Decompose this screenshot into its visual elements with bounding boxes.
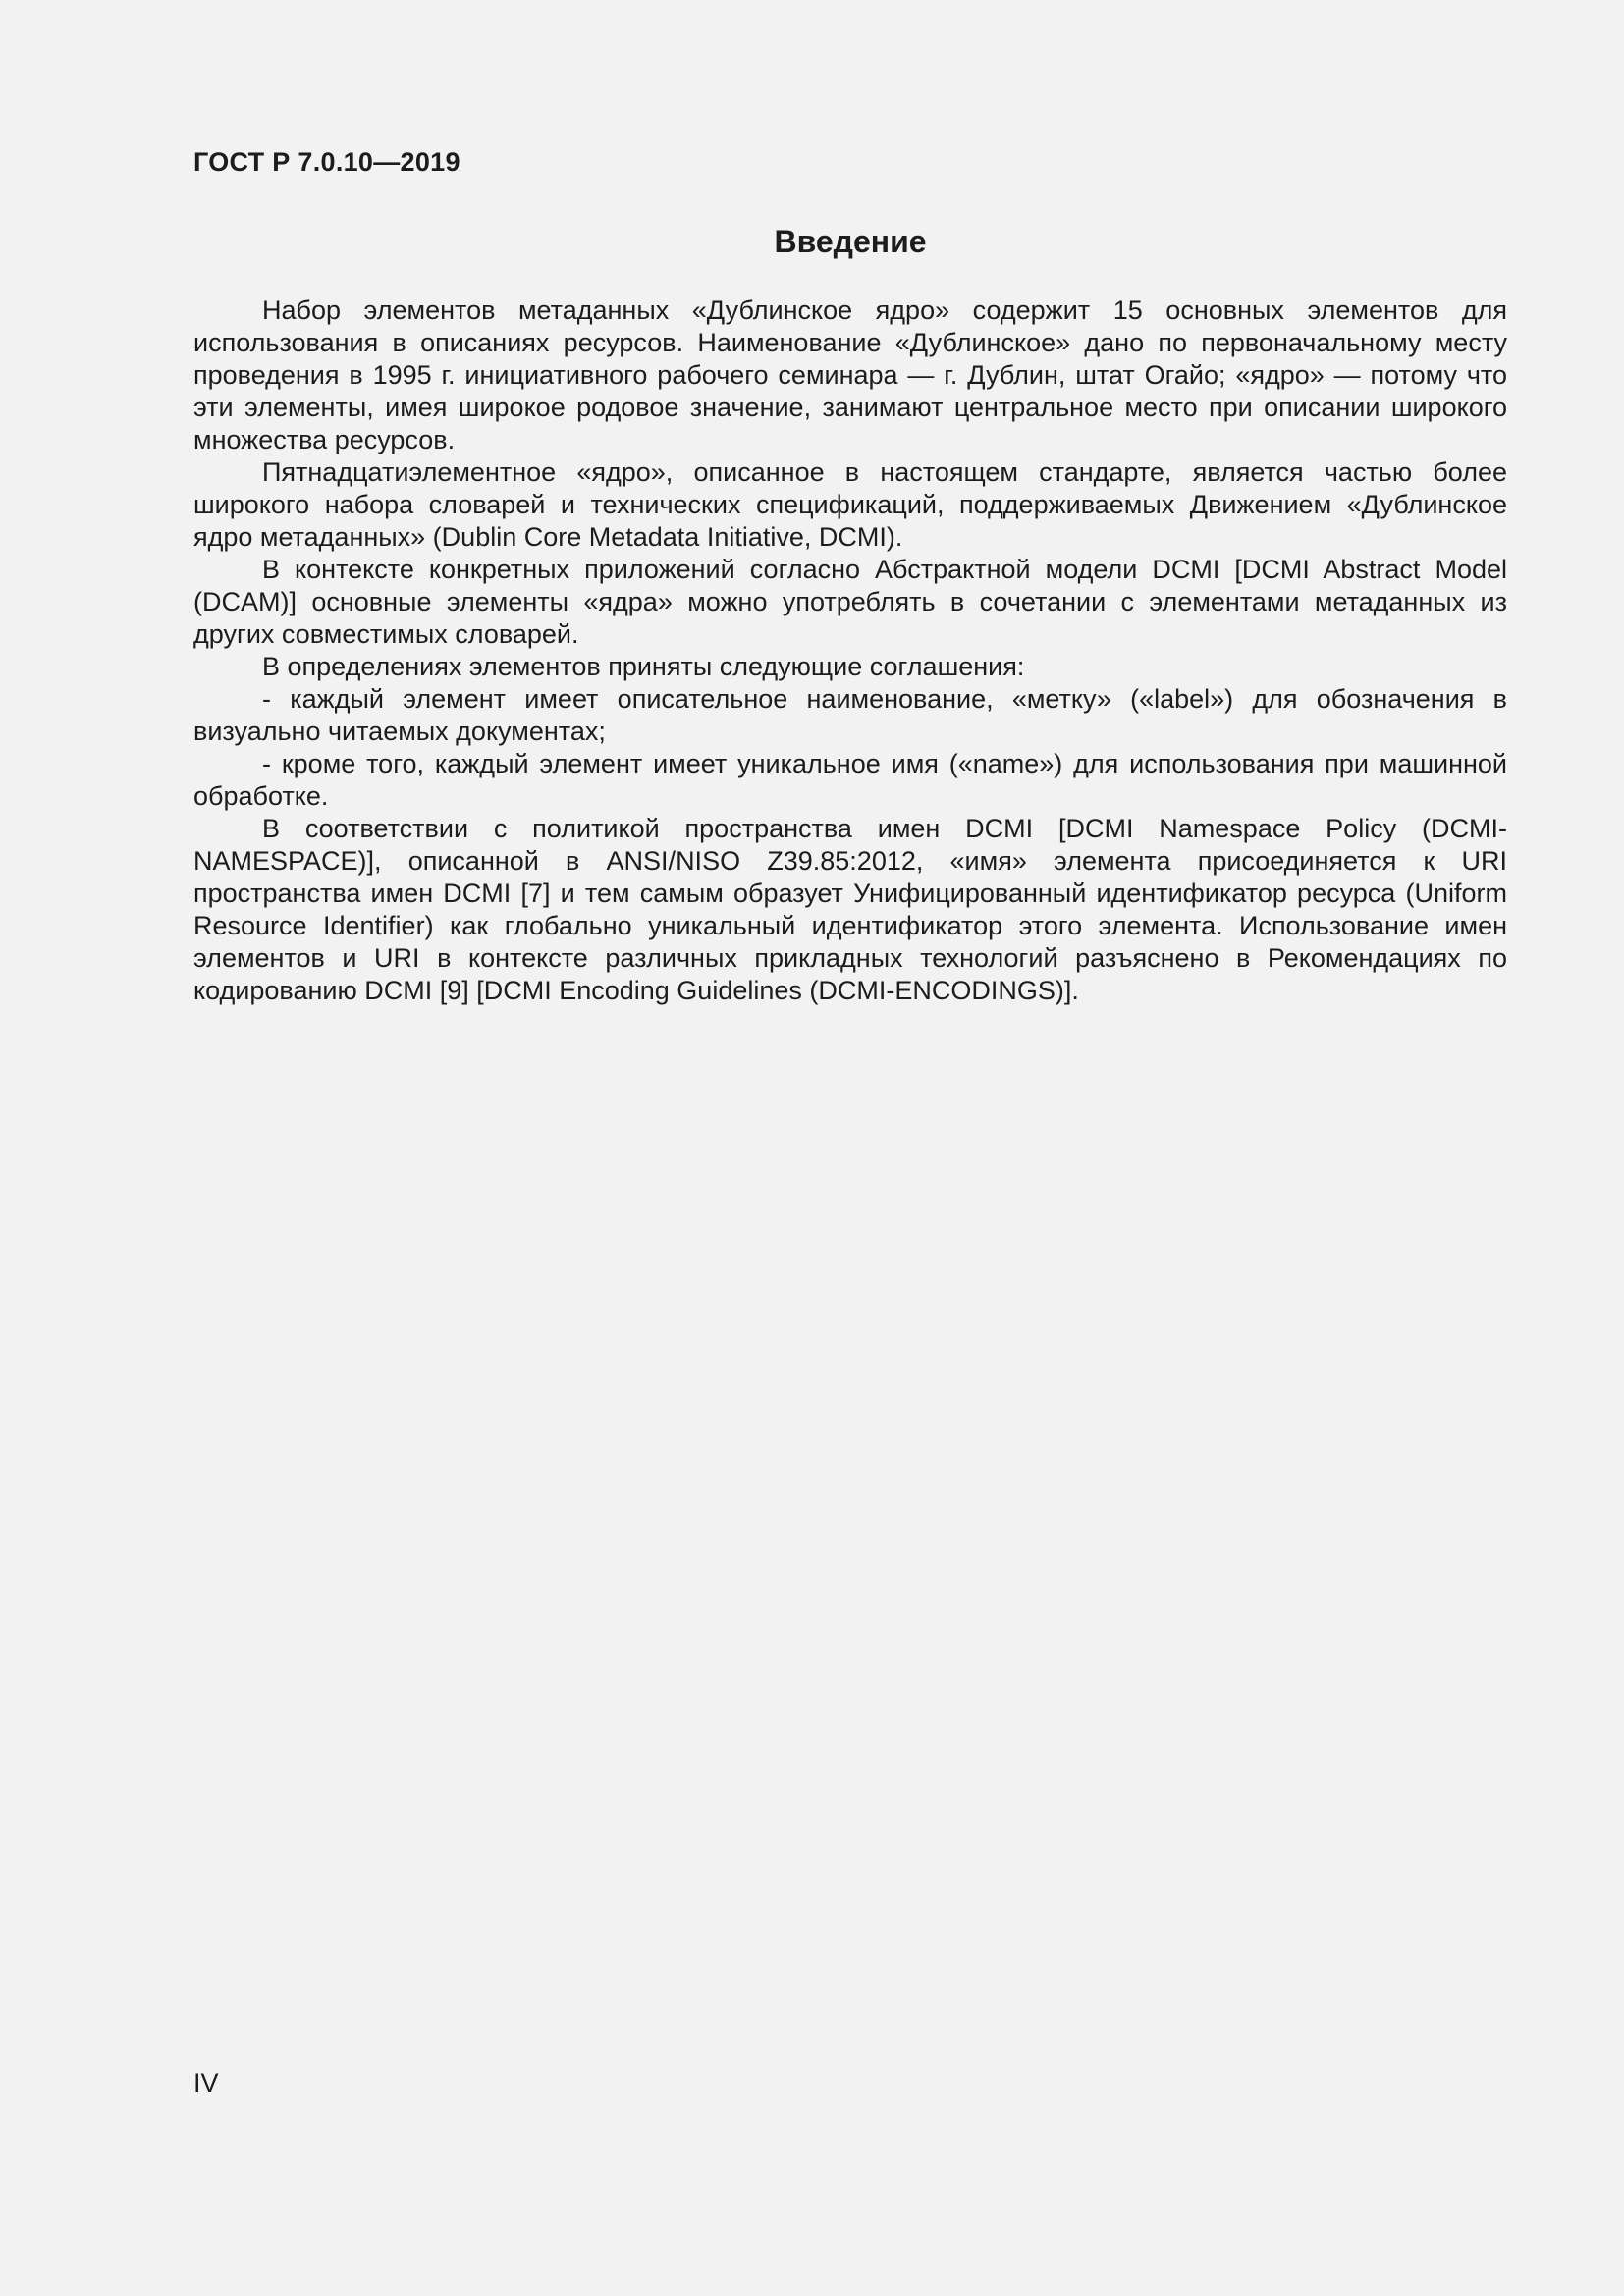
document-code-header: ГОСТ Р 7.0.10—2019 (193, 147, 460, 177)
paragraph-conventions-intro: В определениях элементов приняты следующие соглашения: (262, 652, 1025, 681)
paragraph-dcam-context: В контексте конкретных приложений согласно Абстрактной модели DCMI [DCMI Abstract Model (DCAM)] основные элементы «ядра» можно употреблять в сочетании с элементами метаданных из других совместимых словарей. (193, 555, 1507, 649)
list-item-name-convention: - кроме того, каждый элемент имеет уникальное имя («name») для использования при машинной обработке. (193, 749, 1507, 811)
list-item-label-convention: - каждый элемент имеет описательное наименование, «метку» («label») для обозначения в визуально читаемых документах; (193, 684, 1507, 746)
section-title: Введение (774, 224, 927, 259)
paragraph-namespace-policy: В соответствии с политикой пространства имен DCMI [DCMI Namespace Policy (DCMI-NAMESPACE)], описанной в ANSI/NISO Z39.85:2012, «имя» элемента присоединяется к URI пространства имен DCMI [7] и тем самым образует Унифицированный идентификатор ресурса (Uniform Resource Identifier) как глобально уникальный идентификатор этого элемента. Использование имен элементов и URI в контексте различных прикладных технологий разъяснено в Рекомендациях по кодированию DCMI [9] [DCMI Encoding Guidelines (DCMI-ENCODINGS)]. (193, 814, 1507, 1005)
paragraph-core-scope: Пятнадцатиэлементное «ядро», описанное в настоящем стандарте, является частью более широкого набора словарей и технических спецификаций, поддерживаемых Движением «Дублинское ядро метаданных» (Dublin Core Metadata Initiative, DCMI). (193, 457, 1507, 552)
paragraph-dublin-core-overview: Набор элементов метаданных «Дублинское ядро» содержит 15 основных элементов для использования в описаниях ресурсов. Наименование «Дублинское» дано по первоначальному месту проведения в 1995 г. инициативного рабочего семинара — г. Дублин, штат Огайо; «ядро» — потому что эти элементы, имея широкое родовое значение, занимают центральное место при описании широкого множества ресурсов. (193, 295, 1507, 454)
introduction-body (193, 294, 1507, 1007)
page-number: IV (193, 2068, 219, 2098)
